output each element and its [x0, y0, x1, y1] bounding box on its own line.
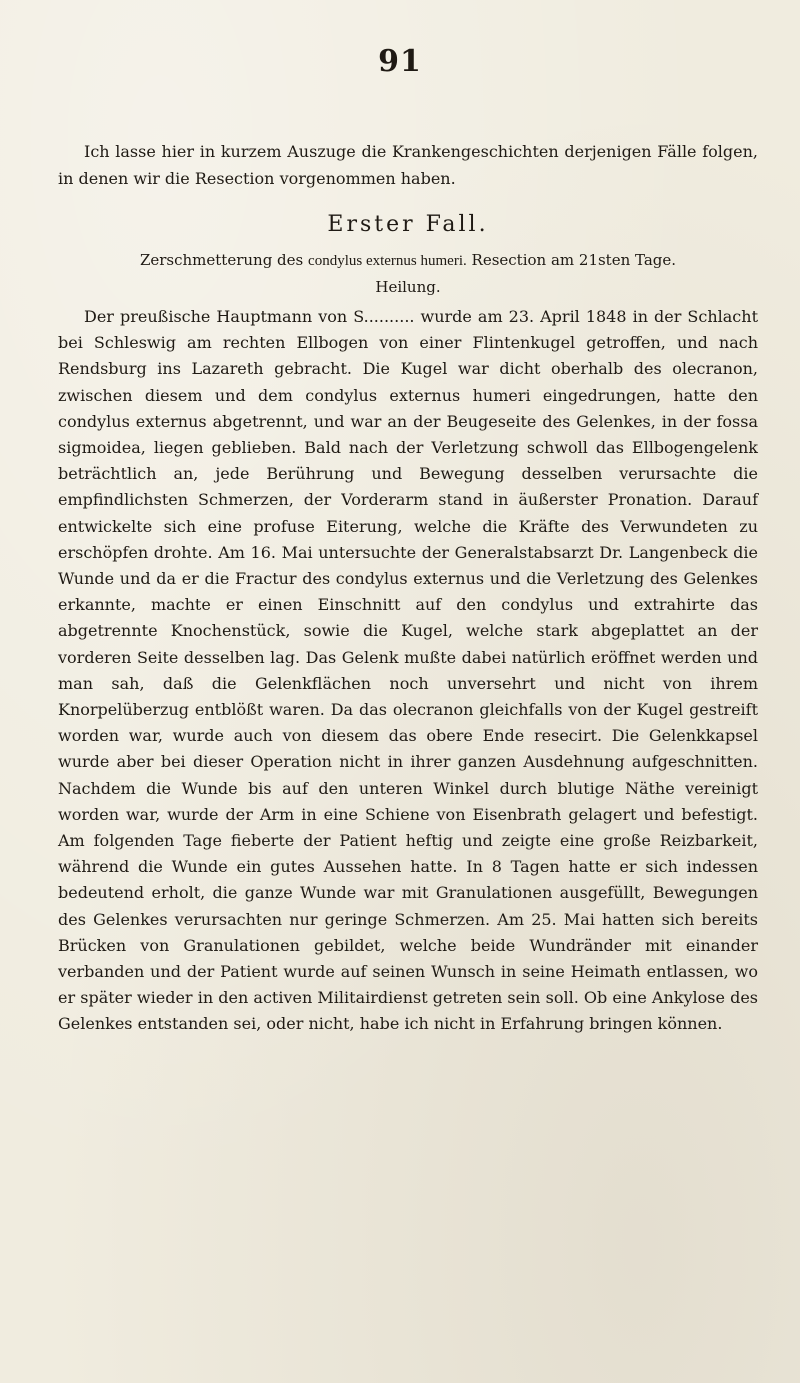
intro-paragraph: Ich lasse hier in kurzem Auszuge die Krankengeschichten derjenigen Fälle folgen, in denen wir die Resection vorgenommen haben. — [58, 142, 758, 188]
case-subtitle-line2: Heilung. — [375, 278, 441, 296]
case-title: Erster Fall. — [327, 212, 489, 237]
bleed-through-texture — [150, 1335, 710, 1365]
page-number: 91 — [378, 44, 422, 79]
case-subtitle — [58, 247, 758, 300]
case-subtitle-prefix: Zerschmetterung des — [139, 251, 304, 269]
page-content — [58, 138, 758, 1038]
case-subtitle-latin: condylus externus humeri. — [308, 253, 467, 269]
case-subtitle-suffix: Resection am 21sten Tage. — [471, 251, 677, 269]
case-body-text: Der preußische Hauptmann von S.......... wurde am 23. April 1848 in der Schlacht bei Schleswig am rechten Ellbogen von einer Flintenkugel getroffen, und nach Rendsburg ins Lazareth gebracht. Die Kugel war dicht oberhalb des olecranon, zwischen diesem und dem condylus externus humeri eingedrungen, hatte den condylus externus abgetrennt, und war an der Beugeseite des Gelenkes, in der fossa sigmoidea, liegen geblieben. Bald nach der Verletzung schwoll das Ellbogengelenk beträchtlich an, jede Berührung und Bewegung desselben verursachte die empfindlichsten Schmerzen, der Vorderarm stand in äußerster Pronation. Darauf entwickelte sich eine profuse Eiterung, welche die Kräfte des Verwundeten zu erschöpfen drohte. Am 16. Mai untersuchte der Generalstabsarzt Dr. Langenbeck die Wunde und da er die Fractur des condylus externus und die Verletzung des Gelenkes erkannte, machte er einen Einschnitt auf den condylus und extrahirte das abgetrennte Knochenstück, sowie die Kugel, welche stark abgeplattet an der vorderen Seite desselben lag. Das Gelenk mußte dabei natürlich eröffnet werden und man sah, daß die Gelenkflächen noch unversehrt und nicht von ihrem Knorpelüberzug entblößt waren. Da das olecranon gleichfalls von der Kugel gestreift worden war, wurde auch von diesem das obere Ende resecirt. Die Gelenkkapsel wurde aber bei dieser Operation nicht in ihrer ganzen Ausdehnung aufgeschnitten. Nachdem die Wunde bis auf den unteren Winkel durch blutige Näthe vereinigt worden war, wurde der Arm in eine Schiene von Eisenbrath gelagert und befestigt. Am folgenden Tage fieberte der Patient heftig und zeigte eine große Reizbarkeit, während die Wunde ein gutes Aussehen hatte. In 8 Tagen hatte er sich indessen bedeutend erholt, die ganze Wunde war mit Granulationen ausgefüllt, Bewegungen des Gelenkes verursachten nur geringe Schmerzen. Am 25. Mai hatten sich bereits Brücken von Granulationen gebildet, welche beide Wundränder mit einander verbanden und der Patient wurde auf seinen Wunsch in seine Heimath entlassen, wo er später wieder in den activen Militairdienst getreten sein soll. Ob eine Ankylose des Gelenkes entstanden sei, oder nicht, habe ich nicht in Erfahrung bringen können. — [58, 307, 758, 1034]
